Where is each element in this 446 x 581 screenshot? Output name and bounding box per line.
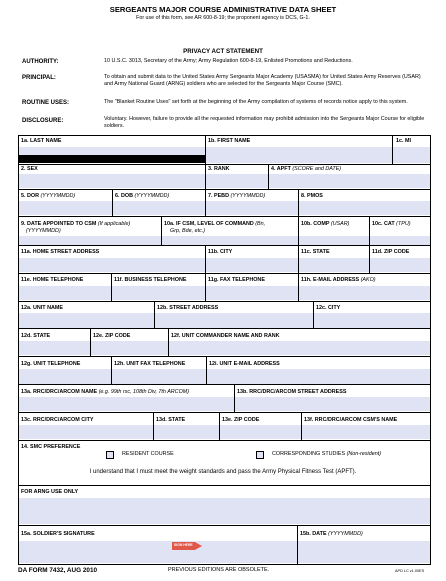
csm-level-label: 10a. IF CSM, LEVEL OF COMMAND (Bn, [164, 221, 266, 227]
unit-fax-label: 12h. UNIT FAX TELEPHONE [114, 361, 186, 367]
home-city-field[interactable] [206, 258, 298, 272]
unit-street-field[interactable] [155, 313, 313, 328]
form-title: SERGEANTS MAJOR COURSE ADMINISTRATIVE DATA SHEET [109, 5, 337, 14]
rrc-csm-label: 13f. RRC/DRC/ARCOM CSM'S NAME [304, 417, 398, 423]
resident-course-checkbox[interactable] [106, 451, 114, 459]
home-street-field[interactable] [19, 258, 205, 272]
unit-fax-field[interactable] [112, 369, 206, 384]
dor-label: 5. DOR (YYYYMMDD) [21, 193, 76, 199]
sign-here-tag [172, 542, 202, 550]
unit-email-label: 12i. UNIT E-MAIL ADDRESS [209, 361, 280, 367]
disclosure-text: Voluntary. However, failure to provide all the requested information may prohibit admission into the Sergeants Major Course for eligible soldiers. [104, 116, 425, 129]
arng-use-field[interactable] [19, 498, 430, 524]
dob-field[interactable] [113, 201, 205, 215]
fax-phone-field[interactable] [206, 286, 298, 300]
date-appointed-hint: (YYYYMMDD) [26, 228, 61, 234]
rrc-city-label: 13c. RRC/DRC/ARCOM CITY [21, 417, 94, 423]
unit-commander-field[interactable] [169, 341, 430, 355]
routine-uses-label: ROUTINE USES: [22, 100, 70, 106]
first-name-label: 1b. FIRST NAME [208, 138, 251, 144]
signature-date-label: 15b. DATE (YYYYMMDD) [300, 531, 363, 537]
unit-zip-label: 12e. ZIP CODE [93, 333, 131, 339]
smc-preference-label: 14. SMC PREFERENCE [21, 444, 81, 450]
last-name-field[interactable] [19, 147, 205, 155]
csm-level-hint: Grp, Bde, etc.) [170, 228, 206, 234]
unit-city-label: 12c. CITY [316, 305, 341, 311]
arng-use-label: FOR ARNG USE ONLY [21, 489, 79, 495]
cat-label: 10c. CAT (TPU) [372, 221, 411, 227]
mi-field[interactable] [393, 147, 430, 163]
first-name-field[interactable] [206, 147, 392, 163]
rrc-street-field[interactable] [235, 397, 430, 411]
pebd-label: 7. PEBD (YYYYMMDD) [208, 193, 266, 199]
resident-course-label: RESIDENT COURSE [122, 451, 174, 457]
unit-phone-label: 12g. UNIT TELEPHONE [21, 361, 81, 367]
form-subtitle: For use of this form, see AR 600-8-19; the proponent agency is DCS, G-1. [136, 15, 310, 21]
home-phone-label: 11e. HOME TELEPHONE [21, 277, 84, 283]
privacy-title: PRIVACY ACT STATEMENT [183, 48, 263, 55]
sign-here-text: SIGN HERE [174, 543, 193, 547]
unit-phone-field[interactable] [19, 369, 111, 384]
corresponding-studies-checkbox[interactable] [256, 451, 264, 459]
sex-field[interactable] [19, 174, 205, 188]
sex-label: 2. SEX [21, 166, 38, 172]
email-ako-label: 11h. E-MAIL ADDRESS (AKO) [301, 277, 376, 283]
signature-field[interactable] [19, 541, 297, 563]
home-state-field[interactable] [299, 258, 369, 272]
previous-editions-note: PREVIOUS EDITIONS ARE OBSOLETE. [168, 567, 270, 573]
pebd-field[interactable] [206, 201, 298, 215]
home-city-label: 11b. CITY [208, 249, 233, 255]
apd-version: APD LC v1.00ES [395, 569, 425, 573]
comp-field[interactable] [299, 236, 369, 245]
rrc-city-field[interactable] [19, 425, 153, 439]
rrc-street-label: 13b. RRC/DRC/ARCOM STREET ADDRESS [237, 389, 347, 395]
date-appointed-field[interactable] [19, 236, 161, 245]
cat-field[interactable] [370, 236, 430, 245]
home-state-label: 11c. STATE [301, 249, 330, 255]
date-appointed-label: 9. DATE APPOINTED TO CSM (If applicable) [21, 221, 131, 227]
rrc-state-label: 13d. STATE [156, 417, 186, 423]
rrc-name-label: 13a. RRC/DRC/ARCOM NAME (e.g. 99th rsc, 108th Div, 7th ARCOM) [21, 389, 190, 395]
rank-field[interactable] [206, 174, 268, 188]
signature-date-field[interactable] [298, 541, 430, 563]
csm-level-field[interactable] [162, 236, 298, 245]
rrc-state-field[interactable] [154, 425, 219, 439]
unit-commander-label: 12f. UNIT COMMANDER NAME AND RANK [171, 333, 280, 339]
rrc-name-field[interactable] [19, 397, 234, 411]
unit-street-label: 12b. STREET ADDRESS [157, 305, 219, 311]
disclosure-label: DISCLOSURE: [22, 118, 64, 124]
home-phone-field[interactable] [19, 286, 111, 300]
home-street-label: 11a. HOME STREET ADDRESS [21, 249, 100, 255]
home-zip-field[interactable] [370, 258, 430, 272]
corresponding-studies-label: CORRESPONDING STUDIES (Non-resident) [272, 451, 382, 457]
pmos-label: 8. PMOS [301, 193, 323, 199]
form-id: DA FORM 7432, AUG 2010 [18, 567, 98, 574]
principal-text: To obtain and submit data to the United States Army Sergeants Major Academy (USASMA) for United States Army Reserves (USAR) and Army National Guard (ARNG) soldiers who are selected for the Sergeants Major Course (SMC). [104, 74, 421, 87]
signature-label: 15a. SOLDIER'S SIGNATURE [21, 531, 95, 537]
rrc-csm-field[interactable] [302, 425, 430, 439]
unit-name-label: 12a. UNIT NAME [21, 305, 63, 311]
fax-phone-label: 11g. FAX TELEPHONE [208, 277, 265, 283]
rrc-zip-field[interactable] [220, 425, 301, 439]
business-phone-label: 11f. BUSINESS TELEPHONE [114, 277, 187, 283]
apft-field[interactable] [269, 174, 430, 188]
unit-name-field[interactable] [19, 313, 154, 328]
unit-email-field[interactable] [207, 369, 430, 384]
dob-label: 6. DOB (YYYYMMDD) [115, 193, 170, 199]
routine-uses-text: The "Blanket Routine Uses" set forth at the beginning of the Army compilation of systems of records notice apply to this system. [104, 99, 408, 105]
unit-city-field[interactable] [314, 313, 430, 328]
unit-zip-field[interactable] [91, 341, 168, 355]
business-phone-field[interactable] [112, 286, 205, 300]
last-name-label: 1a. LAST NAME [21, 138, 62, 144]
dor-field[interactable] [19, 201, 112, 215]
unit-state-field[interactable] [19, 341, 90, 355]
unit-state-label: 12d. STATE [21, 333, 51, 339]
principal-label: PRINCIPAL: [22, 75, 56, 81]
apft-label: 4. APFT (SCORE and DATE) [271, 166, 342, 172]
mi-label: 1c. MI [396, 138, 411, 144]
rrc-zip-label: 13e. ZIP CODE [222, 417, 260, 423]
apft-statement: I understand that I must meet the weight standards and pass the Army Physical Fitness Test (APFT). [89, 469, 357, 475]
authority-text: 10 U.S.C. 3013, Secretary of the Army; Army Regulation 600-8-19, Enlisted Promotions and Reductions. [104, 58, 353, 64]
email-ako-field[interactable] [299, 286, 430, 300]
pmos-field[interactable] [299, 201, 430, 215]
redacted-block [19, 155, 205, 163]
home-zip-label: 11d. ZIP CODE [372, 249, 410, 255]
comp-label: 10b. COMP (USAR) [301, 221, 350, 227]
rank-label: 3. RANK [208, 166, 230, 172]
authority-label: AUTHORITY: [22, 59, 59, 65]
